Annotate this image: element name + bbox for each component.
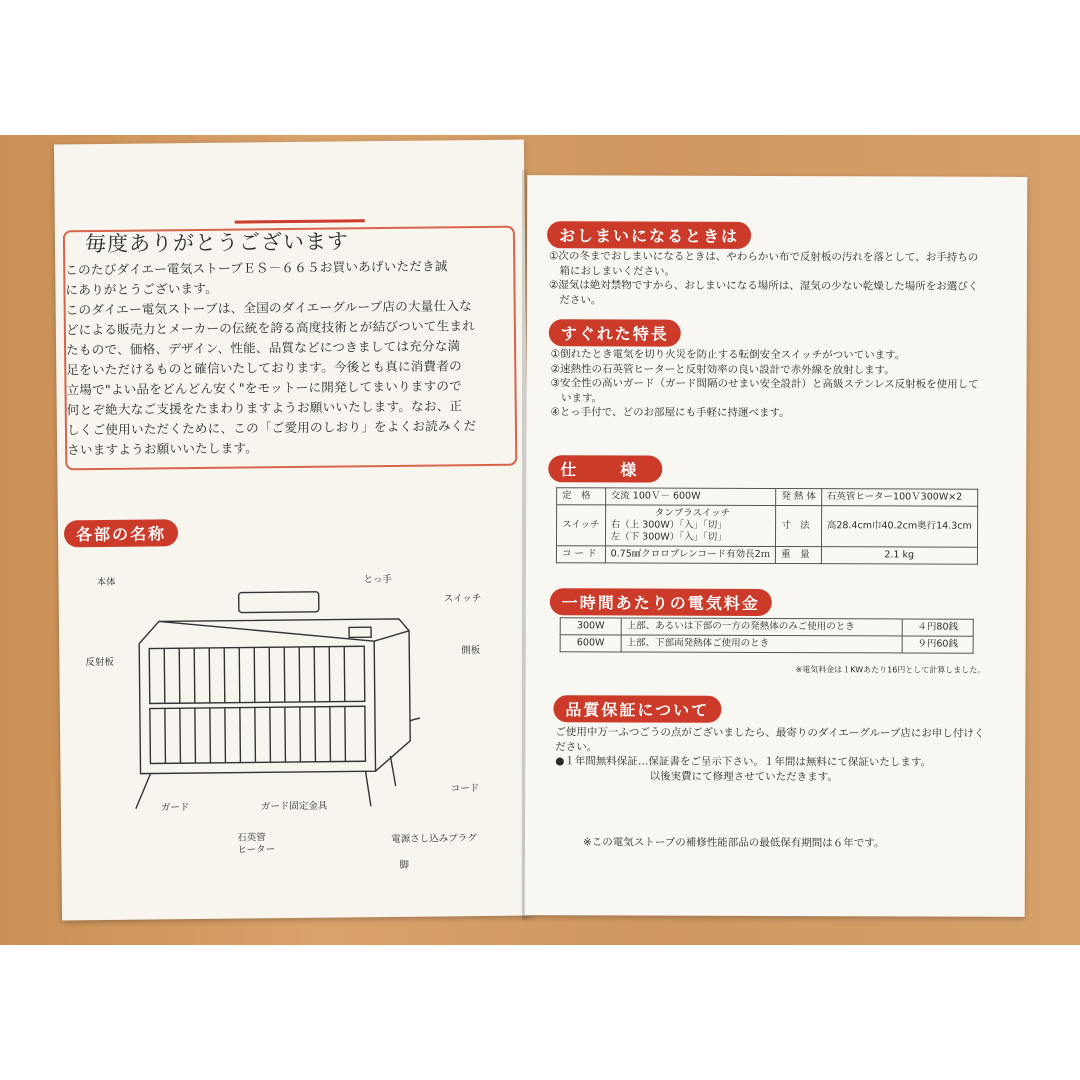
spec-value-switch: [605, 505, 776, 547]
switch-shape: [349, 627, 371, 637]
spec-label: 重 量: [776, 546, 822, 563]
handle-shape: [239, 592, 319, 613]
spec-label: コ ー ド: [556, 546, 605, 563]
features-text: [550, 347, 978, 421]
feature-line: ④とっ手付で、どのお部屋にも手軽に持運べます。: [550, 406, 790, 420]
electricity-table: [560, 617, 974, 653]
greeting-line: このたびダイエー電気ストーブＥＳ－６６５お買いあげいただき誠: [65, 258, 448, 278]
storage-line: ②湿気は絶対禁物ですから、おしまいになる場所は、湿気の少ない乾燥した場所をお選びく: [548, 279, 979, 293]
greeting-line: にありがとうございます。: [65, 280, 219, 298]
greeting-line: 足をいただけるものと確信いたしております。今後とも真に消費者の: [66, 358, 462, 378]
greeting-line: たもので、価格、デザイン、性能、品質などにつきましては充分な満: [66, 338, 461, 358]
storage-title: おしまいになるときは: [547, 221, 751, 249]
greeting-line: 立場で"よい品をどんどん安く"をモットーに開発してまいりますので: [66, 378, 462, 398]
label-side: 側板: [461, 645, 481, 657]
spec-title: 仕 様: [548, 455, 662, 482]
storage-line: ださい。: [548, 293, 602, 306]
spec-label: スイッチ: [556, 505, 605, 546]
warranty-line: ださい。: [555, 740, 598, 753]
feature-line: います。: [550, 391, 603, 404]
parts-title: 各部の名称: [64, 519, 178, 547]
storage-line: 箱におしまいください。: [548, 264, 675, 278]
label-reflector: 反射板: [85, 656, 114, 669]
table-row: [560, 618, 973, 636]
cost-cell: ９円60銭: [902, 636, 973, 653]
electricity-title: 一時間あたりの電気料金: [550, 588, 772, 616]
label-guard: ガード: [160, 802, 190, 814]
label-switch: スイッチ: [443, 593, 482, 605]
warranty-text: [555, 725, 984, 784]
label-body: 本体: [96, 576, 116, 589]
feature-line: ②速熱性の石英管ヒーターと反射効率の良い設計で赤外線を放射します。: [550, 362, 895, 376]
lower-guard: [150, 706, 366, 763]
desc-cell: 上部、下部両発熱体ご使用のとき: [621, 635, 902, 653]
spec-label: 定 格: [557, 488, 606, 505]
watt-cell: 300W: [560, 618, 621, 635]
greeting-line: どによる販売力とメーカーの伝統を誇る高度技術とが結びついて生まれ: [65, 318, 476, 338]
greeting-line: このダイエー電気ストーブは、全国のダイエーグループ店の大量仕入な: [65, 298, 472, 318]
spec-label: 発 熱 体: [776, 488, 822, 505]
label-leg: 脚: [399, 859, 410, 871]
greeting-body: [65, 256, 507, 461]
upper-guard: [149, 646, 365, 703]
label-plug: 電源さし込みプラグ: [391, 833, 477, 845]
spec-value: 交流 100Ｖ－ 600W: [605, 488, 776, 506]
spec-table: [556, 487, 978, 564]
heater-illustration: [119, 581, 421, 824]
spec-value: 高28.4cm巾40.2cm奥行14.3cm: [821, 506, 977, 548]
label-handle: とっ手: [363, 573, 392, 586]
label-guard-fixture: ガード固定金具: [260, 800, 328, 813]
greeting-line: さいますようお願いいたします。: [67, 440, 259, 458]
left-page: [54, 140, 532, 921]
right-page: [525, 175, 1028, 917]
accent-line: [235, 219, 365, 223]
features-title: すぐれた特長: [549, 319, 681, 346]
switch-line: 右（上 300W）「入」「切」: [610, 519, 727, 531]
feature-line: ③安全性の高いガード（ガード間隔のせまい安全設計）と高級ステンレス反射板を使用して: [550, 377, 979, 391]
switch-line: タンブラスイッチ: [654, 507, 731, 519]
warranty-line: ●１年間無料保証…保証書をご呈示下さい。１年間は無料にて保証いたします。: [555, 755, 932, 769]
spec-value: 2.1 kg: [821, 547, 977, 565]
label-cord: コード: [450, 783, 480, 795]
electricity-note: ※電気料金は１KWあたり16円として計算しました。: [795, 665, 986, 675]
warranty-title: 品質保証について: [553, 695, 721, 723]
cost-cell: ４円80銭: [902, 619, 973, 636]
desc-cell: 上部、あるいは下部の一方の発熱体のみご使用のとき: [621, 618, 902, 636]
greeting-line: しくご使用いただくために、この「ご愛用のしおり」をよくお読みくだ: [66, 418, 477, 438]
warranty-line: 以後実費にて修理させていただきます。: [555, 769, 838, 783]
cord-shape: [410, 717, 421, 781]
storage-text: [549, 249, 979, 308]
spec-label: 寸 法: [776, 505, 822, 546]
greeting-title: 毎度ありがとうございます: [84, 229, 350, 257]
greeting-line: 何とぞ絶大なご支援をたまわりますようお願いいたします。なお、正: [66, 398, 463, 418]
watt-cell: 600W: [560, 635, 621, 652]
warranty-line: ご使用中万一ふつごうの点がございましたら、最寄りのダイエーグループ店にお申し付けく: [555, 726, 985, 740]
storage-line: ①次の冬までおしまいになるときは、やわらかい布で反射板の汚れを落として、お手持ちの: [548, 250, 979, 264]
spec-value: 0.75㎟クロロプレンコード有効長2ｍ: [605, 546, 776, 564]
feature-line: ①倒れたとき電気を切り火災を防止する転倒安全スイッチがついています。: [550, 348, 906, 362]
guard-bars: [164, 646, 345, 763]
table-row: [560, 635, 973, 653]
warranty-note: ※この電気ストーブの補修性能部品の最低保有期間は６年です。: [582, 836, 885, 850]
spec-value: 石英管ヒーター100Ｖ300W×2: [821, 489, 977, 507]
switch-line: 左（下 300W）「入」「切」: [610, 531, 727, 543]
label-heater: 石英管 ヒーター: [237, 832, 276, 856]
